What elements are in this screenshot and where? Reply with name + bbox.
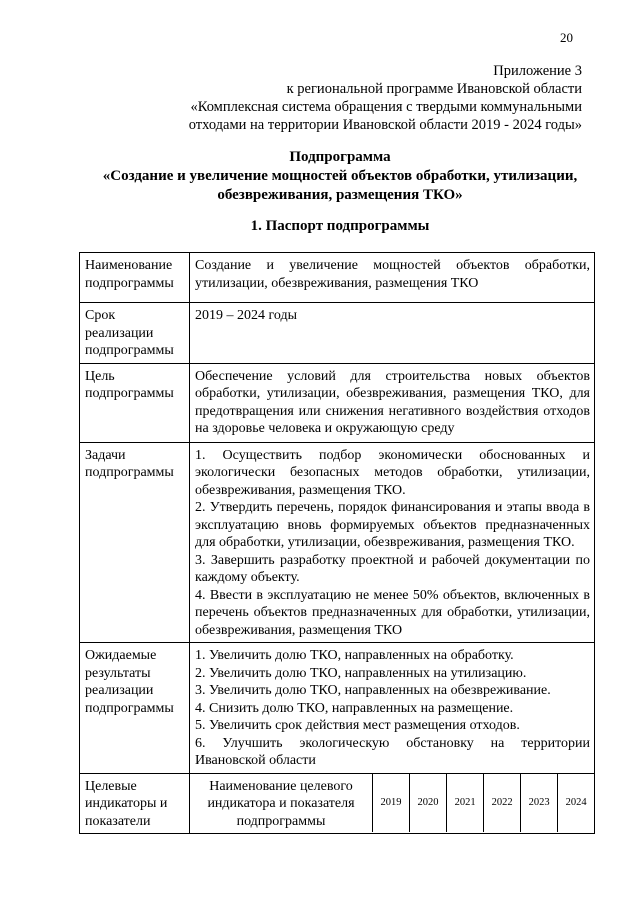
subprogram-title — [80, 148, 600, 205]
subprogram-title-line: «Создание и увеличение мощностей объектов обработки, утилизации, — [102, 168, 578, 184]
year-header: 2022 — [484, 774, 521, 833]
appendix-line: «Комплексная система обращения с твердыми коммунальными — [190, 99, 582, 115]
table-row — [80, 363, 595, 442]
list-item: 6. Улучшить экологическую обстановку на территории Ивановской области — [195, 735, 590, 768]
table-row — [80, 303, 595, 364]
indicator-cell — [190, 773, 595, 834]
row-label: Целевые индикаторы и показатели — [80, 773, 190, 834]
list-item: 4. Ввести в эксплуатацию не менее 50% объектов, включенных в перечень объектов предназначенных для обработки, утилизации, обезвреживания, размещения ТКО — [195, 587, 590, 638]
appendix-line: Приложение 3 — [493, 63, 582, 79]
list-item: 2. Утвердить перечень, порядок финансирования и этапы ввода в эксплуатацию вновь формируемых объектов предназначенных для обработки, утилизации, обезвреживания, размещения ТКО. — [195, 500, 590, 550]
section-heading: 1. Паспорт подпрограммы — [250, 218, 430, 234]
list-item: 3. Увеличить долю ТКО, направленных на обезвреживание. — [195, 683, 551, 698]
row-label: Ожидаемые результаты реализации подпрограммы — [80, 643, 190, 774]
row-label: Наименование подпрограммы — [80, 253, 190, 303]
list-item: 4. Снизить долю ТКО, направленных на размещение. — [195, 700, 514, 716]
year-header: 2024 — [558, 774, 594, 833]
row-label: Цель подпрограммы — [80, 363, 190, 442]
subprogram-title-line: обезвреживания, размещения ТКО» — [217, 187, 463, 203]
row-label: Срок реализации подпрограммы — [80, 303, 190, 364]
appendix-header — [189, 62, 582, 134]
table-row — [80, 773, 595, 834]
list-item: 2. Увеличить долю ТКО, направленных на утилизацию. — [195, 665, 527, 681]
table-row — [80, 643, 595, 774]
list-item: 1. Увеличить долю ТКО, направленных на обработку. — [195, 648, 514, 663]
row-label: Задачи подпрограммы — [80, 442, 190, 643]
year-header: 2019 — [373, 774, 410, 833]
row-value: Обеспечение условий для строительства новых объектов обработки, утилизации, обезвреживания, размещения ТКО, для предотвращения или снижения негативного воздействия отходов на здоровье человека и окружающую среду — [190, 363, 595, 442]
row-value: Создание и увеличение мощностей объектов обработки, утилизации, обезвреживания, размещения ТКО — [190, 253, 595, 303]
row-value — [190, 643, 595, 774]
list-item: 3. Завершить разработку проектной и рабочей документации по каждому объекту. — [195, 552, 590, 585]
indicator-header-table — [190, 774, 594, 833]
subprogram-label: Подпрограмма — [289, 149, 391, 165]
table-row — [80, 253, 595, 303]
year-header: 2021 — [447, 774, 484, 833]
appendix-line: отходами на территории Ивановской области 2019 - 2024 годы» — [188, 117, 582, 133]
appendix-line: к региональной программе Ивановской области — [286, 81, 582, 97]
list-item: 5. Увеличить срок действия мест размещения отходов. — [195, 718, 520, 733]
year-header: 2023 — [521, 774, 558, 833]
page-number: 20 — [560, 30, 573, 45]
table-row — [80, 442, 595, 643]
passport-table — [79, 252, 595, 834]
indicator-name-header: Наименование целевого индикатора и показателя подпрограммы — [207, 778, 355, 829]
row-value — [190, 442, 595, 643]
row-value: 2019 – 2024 годы — [190, 303, 595, 364]
list-item: 1. Осуществить подбор экономически обоснованных и экологически безопасных методов обработки, утилизации, обезвреживания, размещения ТКО. — [195, 447, 590, 498]
year-header: 2020 — [410, 774, 447, 833]
